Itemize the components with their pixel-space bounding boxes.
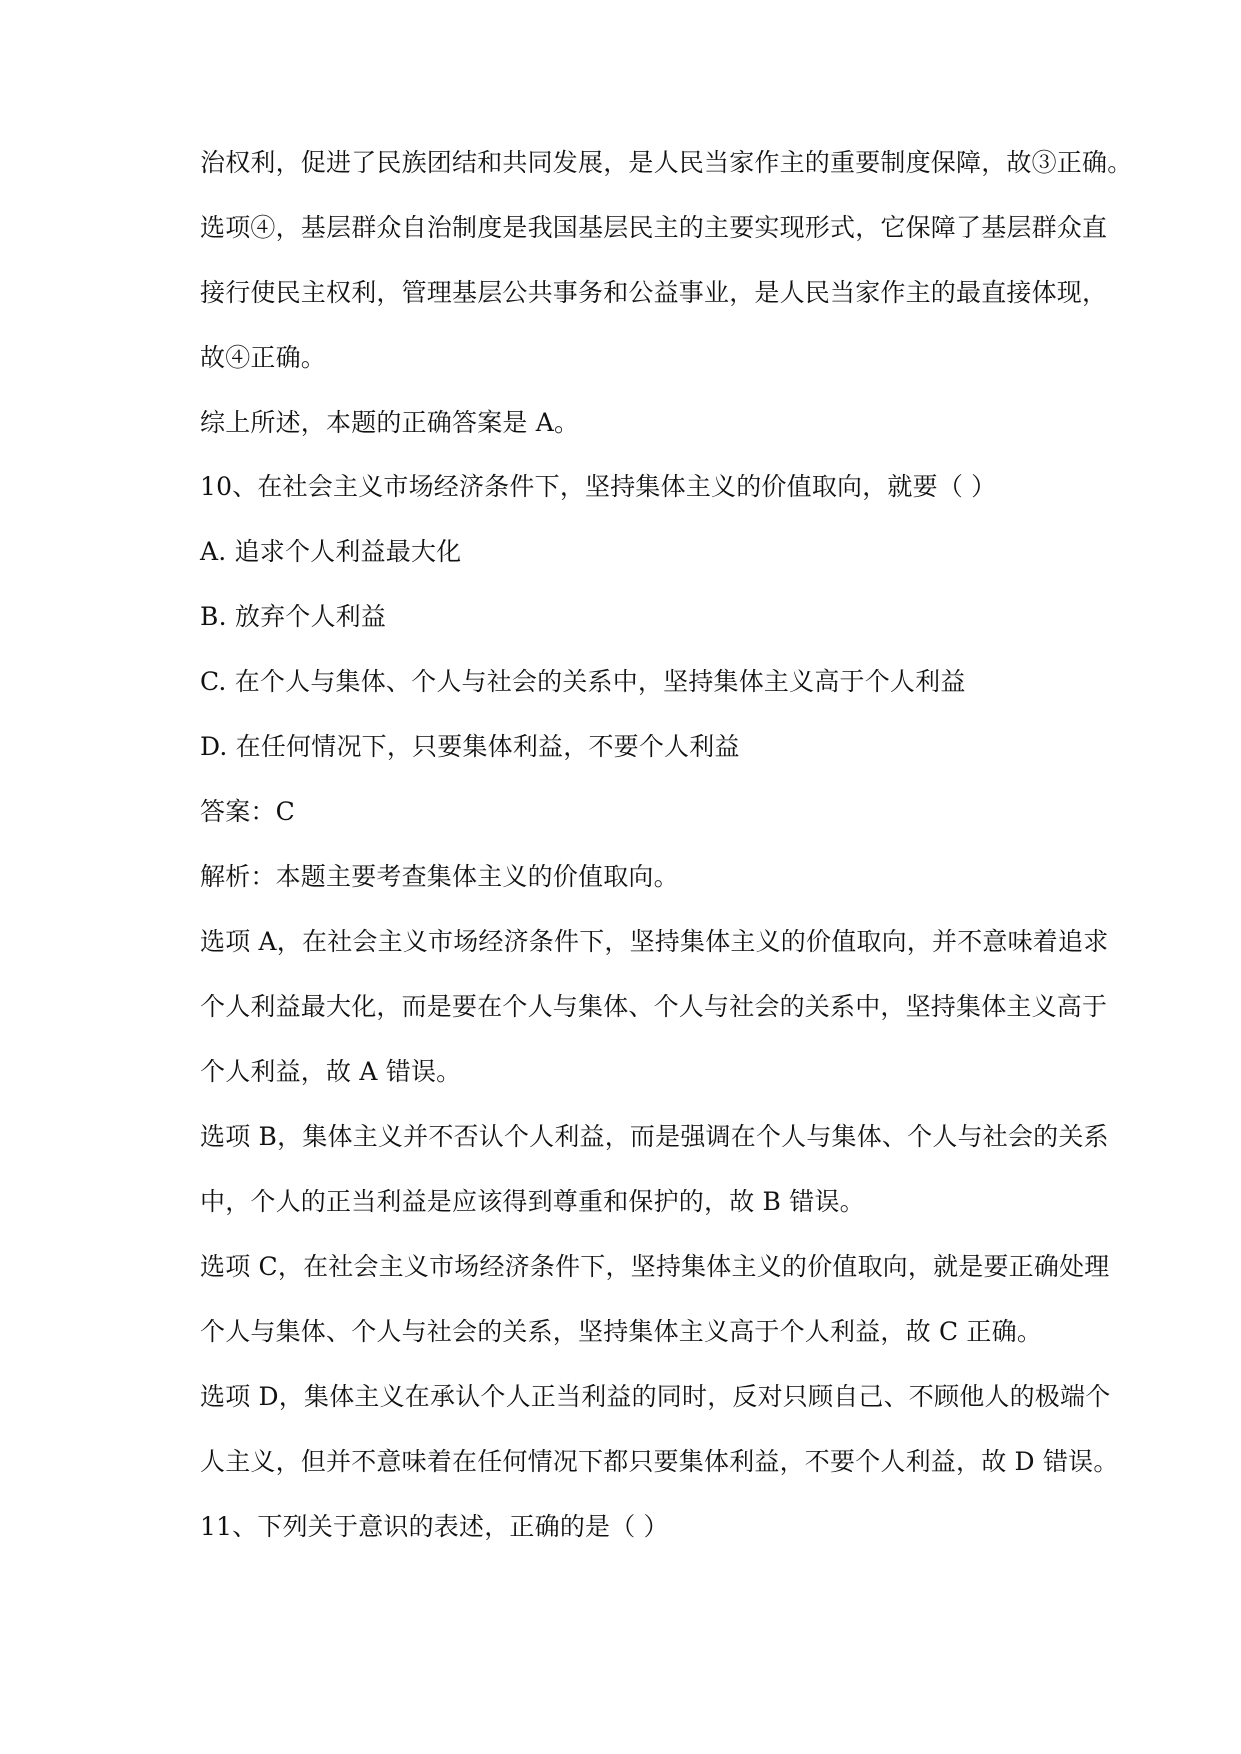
paragraph-line: 个人与集体、个人与社会的关系，坚持集体主义高于个人利益，故 C 正确。 [200, 1317, 1043, 1346]
paragraph-line: 选项 B，集体主义并不否认个人利益，而是强调在个人与集体、个人与社会的关系 [200, 1122, 1109, 1151]
paragraph-line: 故④正确。 [200, 343, 327, 372]
question-line: 11、下列关于意识的表述，正确的是（ ） [200, 1512, 669, 1541]
option-line: D. 在任何情况下，只要集体利益，不要个人利益 [200, 732, 740, 761]
paragraph-line: 综上所述，本题的正确答案是 A。 [200, 408, 580, 437]
answer-line: 答案：C [200, 797, 295, 826]
option-line: B. 放弃个人利益 [200, 602, 387, 631]
question-line: 10、在社会主义市场经济条件下，坚持集体主义的价值取向，就要（ ） [200, 472, 997, 501]
paragraph-line: 接行使民主权利，管理基层公共事务和公益事业，是人民当家作主的最直接体现， [200, 278, 1108, 307]
analysis-line: 解析：本题主要考查集体主义的价值取向。 [200, 862, 679, 891]
paragraph-line: 个人利益，故 A 错误。 [200, 1057, 462, 1086]
paragraph-line: 选项④，基层群众自治制度是我国基层民主的主要实现形式，它保障了基层群众直 [200, 213, 1108, 242]
paragraph-line: 选项 A，在社会主义市场经济条件下，坚持集体主义的价值取向，并不意味着追求 [200, 927, 1109, 956]
paragraph-line: 中，个人的正当利益是应该得到尊重和保护的，故 B 错误。 [200, 1187, 865, 1216]
paragraph-line: 治权利，促进了民族团结和共同发展，是人民当家作主的重要制度保障，故③正确。 [200, 148, 1133, 177]
paragraph-line: 选项 C，在社会主义市场经济条件下，坚持集体主义的价值取向，就是要正确处理 [200, 1252, 1110, 1281]
option-line: A. 追求个人利益最大化 [200, 537, 462, 566]
paragraph-line: 人主义，但并不意味着在任何情况下都只要集体利益，不要个人利益，故 D 错误。 [200, 1447, 1119, 1476]
paragraph-line: 个人利益最大化，而是要在个人与集体、个人与社会的关系中，坚持集体主义高于 [200, 992, 1108, 1021]
option-line: C. 在个人与集体、个人与社会的关系中，坚持集体主义高于个人利益 [200, 667, 966, 696]
paragraph-line: 选项 D，集体主义在承认个人正当利益的同时，反对只顾自己、不顾他人的极端个 [200, 1382, 1111, 1411]
